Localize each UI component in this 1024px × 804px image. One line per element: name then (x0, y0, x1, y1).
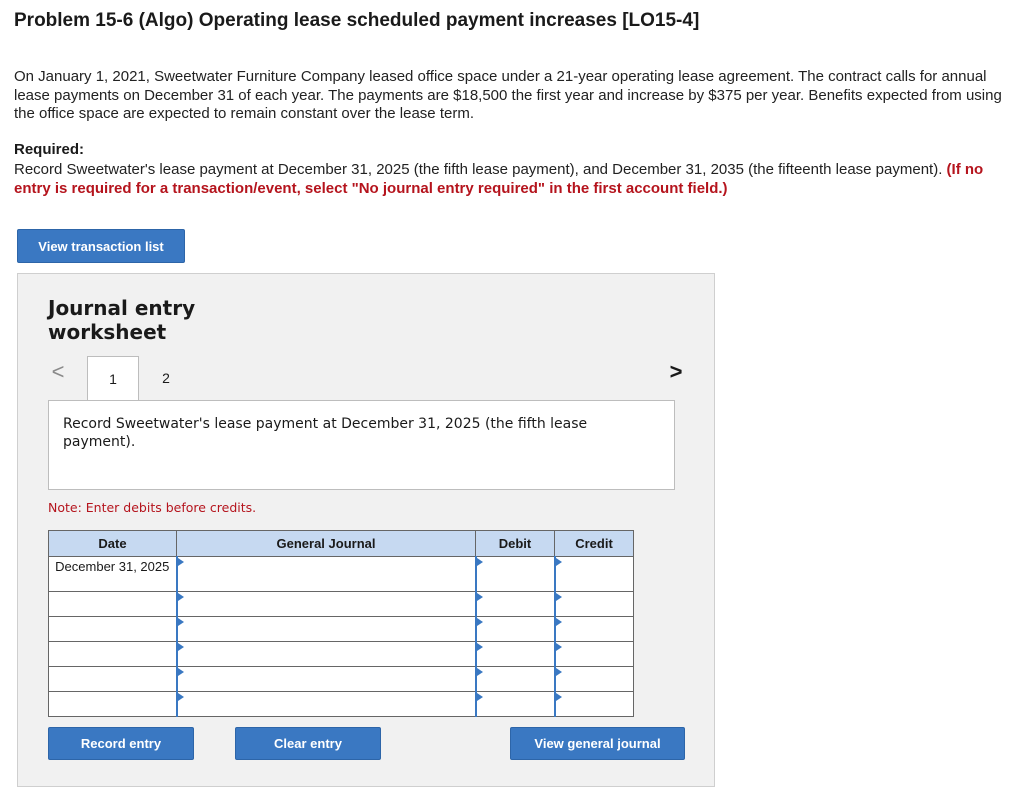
debit-input[interactable] (476, 667, 555, 692)
credit-input[interactable] (555, 592, 634, 617)
triangle-right-icon (556, 618, 562, 626)
journal-header-row (49, 531, 634, 557)
triangle-right-icon (178, 643, 184, 651)
chevron-left-icon[interactable]: < (51, 359, 65, 384)
debit-input[interactable] (476, 592, 555, 617)
journal-table (48, 530, 634, 717)
table-row (49, 667, 634, 692)
table-row (49, 557, 634, 592)
triangle-right-icon (178, 693, 184, 701)
worksheet-instruction: Record Sweetwater's lease payment at December 31, 2025 (the fifth lease payment). (48, 400, 675, 490)
table-row (49, 692, 634, 717)
triangle-right-icon (477, 643, 483, 651)
view-general-journal-button[interactable]: View general journal (510, 727, 685, 760)
triangle-right-icon (178, 558, 184, 566)
debit-input[interactable] (476, 617, 555, 642)
view-transaction-list-button[interactable]: View transaction list (17, 229, 185, 263)
debit-input[interactable] (476, 642, 555, 667)
triangle-right-icon (477, 618, 483, 626)
credit-input[interactable] (555, 642, 634, 667)
chevron-right-icon[interactable]: > (669, 359, 683, 384)
record-entry-button[interactable]: Record entry (48, 727, 194, 760)
table-row (49, 642, 634, 667)
triangle-right-icon (178, 618, 184, 626)
triangle-right-icon (556, 643, 562, 651)
header-debit: Debit (476, 531, 555, 557)
triangle-right-icon (556, 558, 562, 566)
triangle-right-icon (477, 558, 483, 566)
header-date: Date (49, 531, 177, 557)
triangle-right-icon (477, 693, 483, 701)
problem-intro: On January 1, 2021, Sweetwater Furniture Company leased office space under a 21-year operating lease agreement. The contract calls for annual lease payments on December 31 of each year. The payments are $18,500 the first year and increase by $375 per year. Benefits expected from using the office space are expected to remain constant over the lease term. (14, 68, 1002, 122)
table-row (49, 617, 634, 642)
account-input[interactable] (177, 592, 476, 617)
header-general-journal: General Journal (177, 531, 476, 557)
account-input[interactable] (177, 642, 476, 667)
debit-input[interactable] (476, 557, 555, 592)
triangle-right-icon (178, 593, 184, 601)
triangle-right-icon (556, 693, 562, 701)
account-input[interactable] (177, 667, 476, 692)
account-input[interactable] (177, 617, 476, 642)
account-input[interactable] (177, 692, 476, 717)
account-input[interactable] (177, 557, 476, 592)
date-cell[interactable] (49, 642, 177, 667)
required-note: (If no entry is required for a transaction/event, select "No journal entry required" in the first account field.) (14, 161, 984, 197)
credit-input[interactable] (555, 557, 634, 592)
credit-input[interactable] (555, 692, 634, 717)
required-instruction: Record Sweetwater's lease payment at December 31, 2025 (the fifth lease payment), and December 31, 2035 (the fifteenth lease payment). (14, 161, 943, 178)
table-row (49, 592, 634, 617)
date-cell[interactable] (49, 617, 177, 642)
problem-title: Problem 15-6 (Algo) Operating lease scheduled payment increases [LO15-4] (14, 10, 700, 31)
triangle-right-icon (477, 668, 483, 676)
date-cell[interactable]: December 31, 2025 (49, 557, 177, 592)
triangle-right-icon (178, 668, 184, 676)
debit-input[interactable] (476, 692, 555, 717)
date-cell[interactable] (49, 692, 177, 717)
journal-entry-worksheet (17, 273, 715, 787)
date-cell[interactable] (49, 667, 177, 692)
credit-input[interactable] (555, 617, 634, 642)
triangle-right-icon (477, 593, 483, 601)
triangle-right-icon (556, 668, 562, 676)
worksheet-note: Note: Enter debits before credits. (48, 500, 257, 515)
tab-1[interactable]: 1 (87, 356, 139, 401)
credit-input[interactable] (555, 667, 634, 692)
clear-entry-button[interactable]: Clear entry (235, 727, 381, 760)
required-heading: Required: (14, 141, 85, 158)
triangle-right-icon (556, 593, 562, 601)
tab-2[interactable]: 2 (162, 370, 170, 386)
worksheet-title: Journal entry worksheet (48, 296, 196, 344)
header-credit: Credit (555, 531, 634, 557)
date-cell[interactable] (49, 592, 177, 617)
required-text (14, 161, 1009, 198)
